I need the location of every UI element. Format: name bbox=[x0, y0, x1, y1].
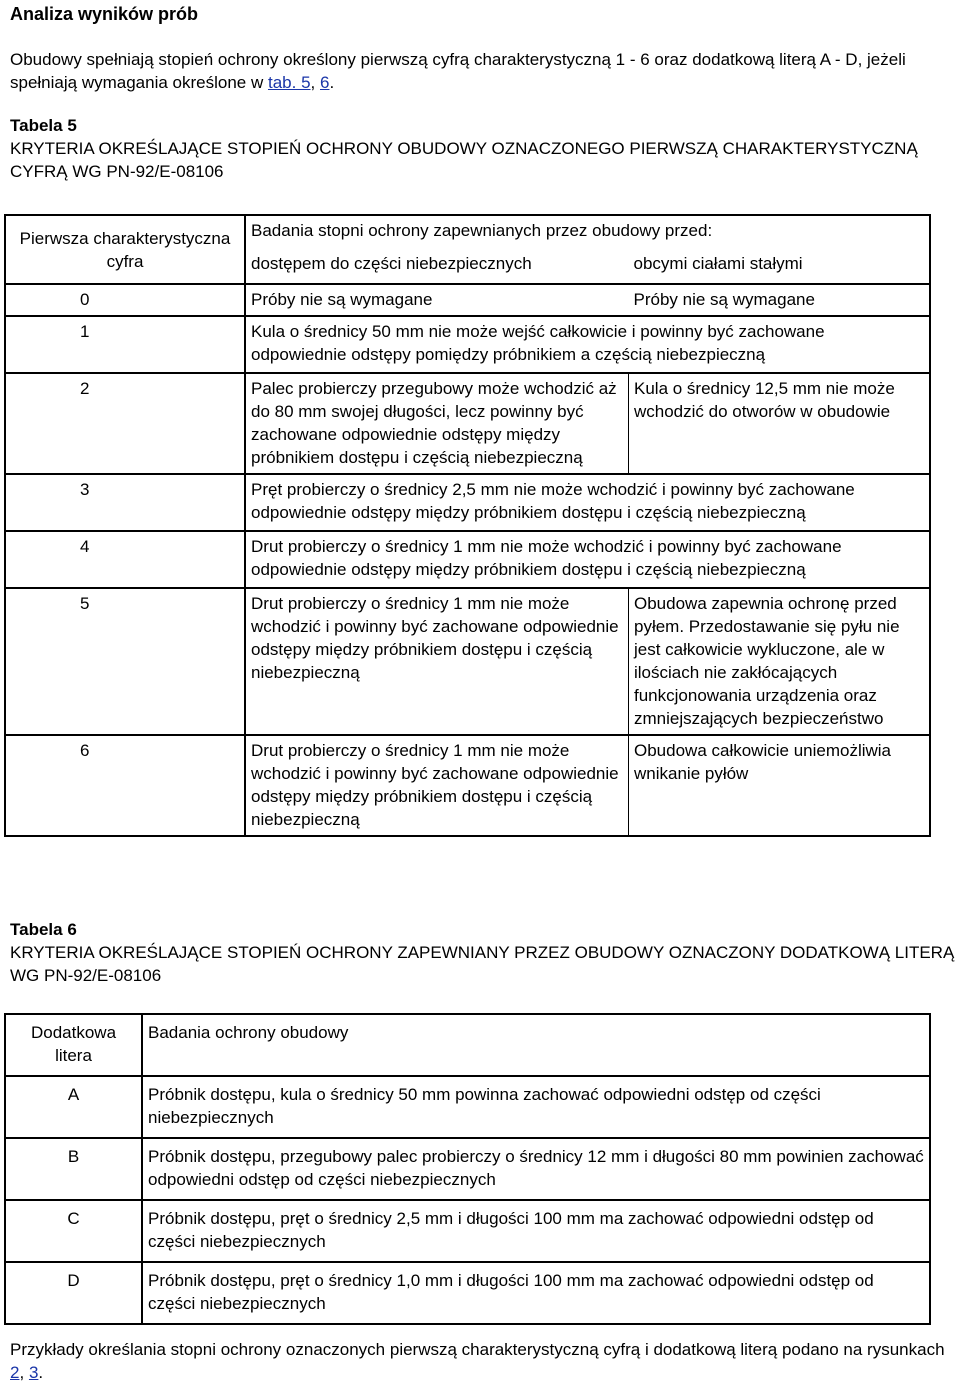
table6-header-tests: Badania ochrony obudowy bbox=[148, 1023, 349, 1042]
row-digit: 5 bbox=[5, 588, 245, 735]
table-row bbox=[5, 474, 930, 531]
row-access: Pręt probierczy o średnicy 2,5 mm nie może wchodzić i powinny być zachowane odpowiednie odstępy między próbnikiem dostępu i częścią niebezpieczną bbox=[245, 474, 930, 531]
intro-separator: , bbox=[310, 73, 316, 92]
table5-header-top: Badania stopni ochrony zapewnianych przez obudowy przed: bbox=[251, 221, 713, 240]
table6-label: Tabela 6 bbox=[10, 920, 77, 939]
table5-subheader-access: dostępem do części niebezpiecznych bbox=[251, 254, 532, 273]
row-letter: C bbox=[5, 1200, 142, 1262]
table5-caption bbox=[10, 114, 955, 183]
intro-end: . bbox=[329, 73, 335, 92]
link-figure-2[interactable]: 2 bbox=[10, 1363, 20, 1382]
link-figure-3[interactable]: 3 bbox=[28, 1363, 39, 1382]
table-row bbox=[5, 1200, 930, 1262]
outro-separator: , bbox=[19, 1363, 25, 1382]
row-text: Próbnik dostępu, pręt o średnicy 1,0 mm i długości 100 mm ma zachować odpowiedni odstęp od części niebezpiecznych bbox=[142, 1262, 930, 1324]
page-heading: Analiza wyników prób bbox=[10, 4, 199, 24]
table5-subheader-solid: obcymi ciałami stałymi bbox=[633, 254, 803, 273]
row-digit: 4 bbox=[5, 531, 245, 588]
table-row bbox=[5, 1138, 930, 1200]
table6-header-row bbox=[5, 1014, 930, 1076]
table-row bbox=[5, 1076, 930, 1138]
row-letter: B bbox=[5, 1138, 142, 1200]
row-solid: Próby nie są wymagane bbox=[629, 284, 931, 316]
table-row bbox=[5, 735, 930, 836]
row-access: Próby nie są wymagane bbox=[245, 284, 629, 316]
row-digit: 2 bbox=[5, 373, 245, 474]
table5-header-row bbox=[5, 215, 930, 244]
row-text: Próbnik dostępu, przegubowy palec probierczy o średnicy 12 mm i długości 80 mm powinien zachować odpowiedni odstęp od części niebezpiecznych bbox=[142, 1138, 930, 1200]
table6-caption bbox=[10, 918, 955, 987]
table5-label: Tabela 5 bbox=[10, 116, 77, 135]
row-letter: D bbox=[5, 1262, 142, 1324]
row-digit: 6 bbox=[5, 735, 245, 836]
outro-paragraph bbox=[10, 1338, 955, 1384]
table6-title: KRYTERIA OKREŚLAJĄCE STOPIEŃ OCHRONY ZAPEWNIANY PRZEZ OBUDOWY OZNACZONY DODATKOWĄ LITERĄ WG PN-92/E-08106 bbox=[10, 943, 955, 985]
table-5 bbox=[4, 214, 931, 837]
table-row bbox=[5, 531, 930, 588]
document-page bbox=[10, 0, 955, 1382]
row-text: Próbnik dostępu, pręt o średnicy 2,5 mm i długości 100 mm ma zachować odpowiedni odstęp od części niebezpiecznych bbox=[142, 1200, 930, 1262]
table5-header-digit: Pierwsza charakterystyczna cyfra bbox=[5, 215, 245, 284]
link-table-5[interactable]: tab. 5 bbox=[267, 73, 311, 92]
row-letter: A bbox=[5, 1076, 142, 1138]
row-access: Drut probierczy o średnicy 1 mm nie może wchodzić i powinny być zachowane odpowiednie odstępy między próbnikiem dostępu i częścią niebezpieczną bbox=[245, 588, 629, 735]
table-row bbox=[5, 373, 930, 474]
table-row bbox=[5, 588, 930, 735]
row-solid: Obudowa zapewnia ochronę przed pyłem. Przedostawanie się pyłu nie jest całkowicie wykluczone, ale w ilościach nie zakłócających funkcjonowania urządzenia oraz zmniejszających bezpieczeństwo bbox=[629, 588, 931, 735]
table-row bbox=[5, 316, 930, 373]
table5-title: KRYTERIA OKREŚLAJĄCE STOPIEŃ OCHRONY OBUDOWY OZNACZONEGO PIERWSZĄ CHARAKTERYSTYCZNĄ CYFRĄ WG PN-92/E-08106 bbox=[10, 139, 918, 181]
intro-paragraph bbox=[10, 48, 955, 94]
table-6 bbox=[4, 1013, 931, 1325]
row-access: Drut probierczy o średnicy 1 mm nie może wchodzić i powinny być zachowane odpowiednie odstępy między próbnikiem dostępu i częścią niebezpieczną bbox=[245, 531, 930, 588]
table-row bbox=[5, 284, 930, 316]
link-table-6[interactable]: 6 bbox=[320, 73, 330, 92]
table6-header-letter: Dodatkowa litera bbox=[5, 1014, 142, 1076]
row-access: Kula o średnicy 50 mm nie może wejść całkowicie i powinny być zachowane odpowiednie odstępy pomiędzy próbnikiem a częścią niebezpieczną bbox=[245, 316, 930, 373]
row-digit: 3 bbox=[5, 474, 245, 531]
row-digit: 0 bbox=[5, 284, 245, 316]
row-text: Próbnik dostępu, kula o średnicy 50 mm powinna zachować odpowiedni odstęp od części niebezpiecznych bbox=[142, 1076, 930, 1138]
outro-end: . bbox=[38, 1363, 44, 1382]
outro-text: Przykłady określania stopni ochrony oznaczonych pierwszą charakterystyczną cyfrą i dodatkową literą podano na rysunkach bbox=[10, 1340, 945, 1359]
row-digit: 1 bbox=[5, 316, 245, 373]
row-solid: Obudowa całkowicie uniemożliwia wnikanie pyłów bbox=[629, 735, 931, 836]
row-access: Drut probierczy o średnicy 1 mm nie może wchodzić i powinny być zachowane odpowiednie odstępy między próbnikiem dostępu i częścią niebezpieczną bbox=[245, 735, 629, 836]
intro-text: Obudowy spełniają stopień ochrony określony pierwszą cyfrą charakterystyczną 1 - 6 oraz dodatkową literą A - D, jeżeli spełniają wymagania określone w bbox=[10, 50, 906, 92]
row-access: Palec probierczy przegubowy może wchodzić aż do 80 mm swojej długości, lecz powinny być zachowane odpowiednie odstępy między próbnikiem dostępu i częścią niebezpieczną bbox=[245, 373, 629, 474]
table-row bbox=[5, 1262, 930, 1324]
row-solid: Kula o średnicy 12,5 mm nie może wchodzić do otworów w obudowie bbox=[629, 373, 931, 474]
